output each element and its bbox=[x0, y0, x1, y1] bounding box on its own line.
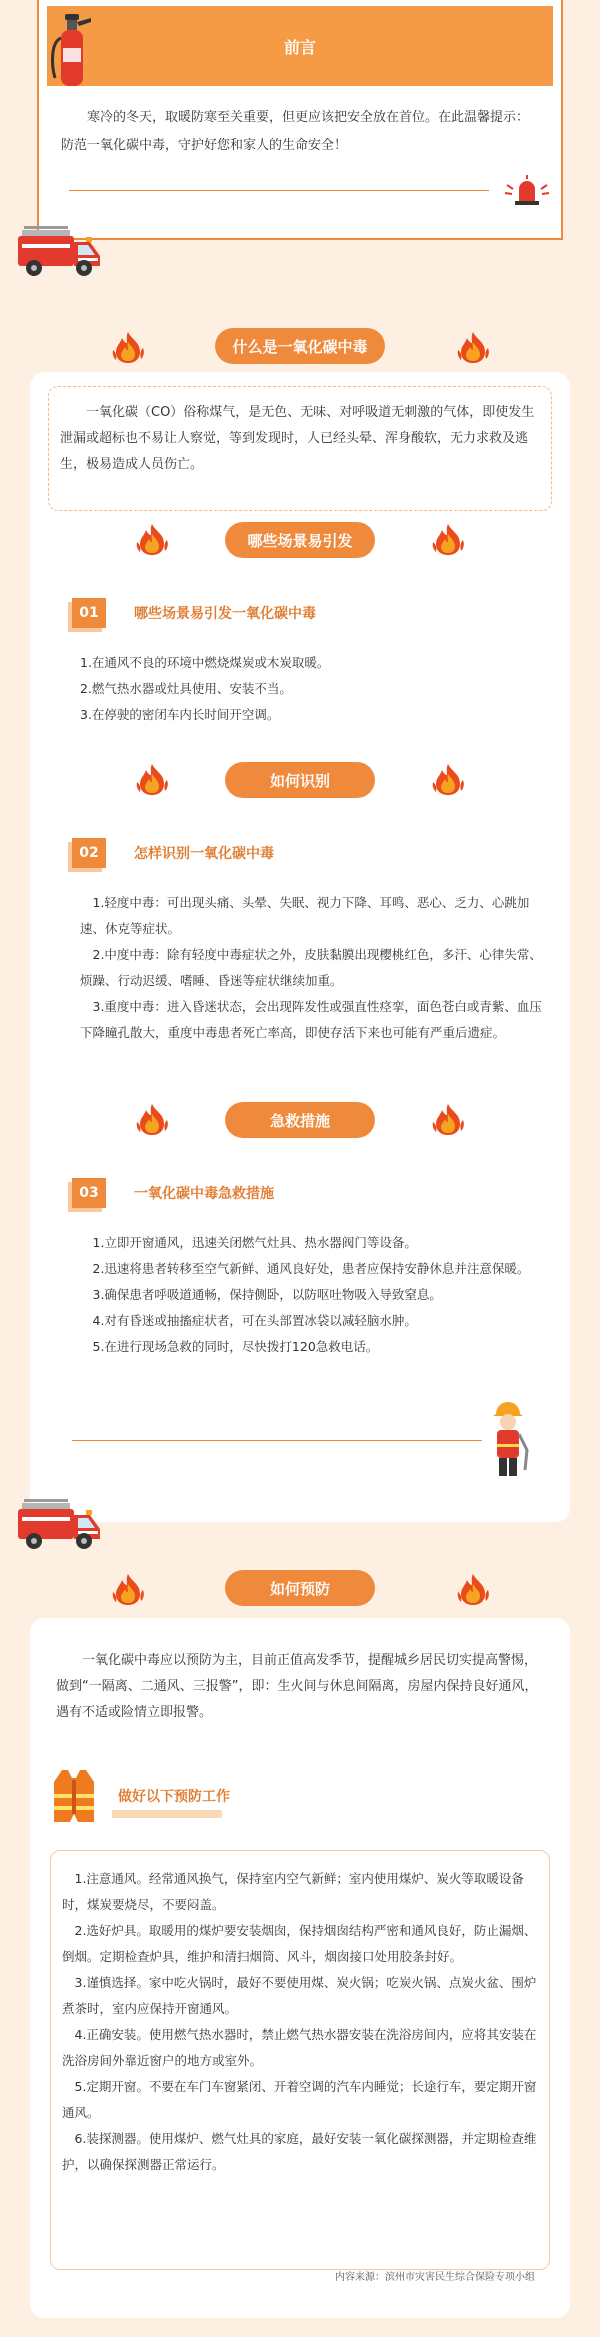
list-item: 1.立即开窗通风，迅速关闭燃气灶具、热水器阀门等设备。 bbox=[92, 1235, 417, 1250]
content-source: 内容来源：滨州市灾害民生综合保险专项小组 bbox=[335, 2272, 535, 2283]
firefighter-icon bbox=[485, 1400, 531, 1480]
what-is-pill bbox=[215, 328, 385, 364]
emergency-heading bbox=[72, 1178, 274, 1208]
prevent-work-title: 做好以下预防工作 bbox=[118, 1789, 230, 1805]
identify-heading bbox=[72, 838, 274, 868]
section-number: 03 bbox=[72, 1178, 106, 1208]
definition-text: 一氧化碳（CO）俗称煤气，是无色、无味、对呼吸道无刺激的气体，即使发生泄漏或超标也不易让人察觉，等到发现时，人已经头晕、浑身酸软，无力求救及逃生，极易造成人员伤亡。 bbox=[60, 405, 535, 472]
section-number: 02 bbox=[72, 838, 106, 868]
list-item: 1.轻度中毒：可出现头痛、头晕、失眠、视力下降、耳鸣、恶心、乏力、心跳加速、休克等症状。 bbox=[80, 895, 530, 936]
list-item: 3.在停驶的密闭车内长时间开空调。 bbox=[80, 707, 280, 722]
scenes-pill bbox=[225, 522, 375, 558]
list-item: 3.谨慎选择。家中吃火锅时，最好不要使用煤、炭火锅；吃炭火锅、点炭火盆、围炉煮茶时，室内应保持开窗通风。 bbox=[62, 1975, 537, 2016]
list-item: 6.装探测器。使用煤炉、燃气灶具的家庭，最好安装一氧化碳探测器，并定期检查维护，以确保探测器正常运行。 bbox=[62, 2131, 537, 2172]
emergency-pill-label: 急救措施 bbox=[269, 1111, 330, 1130]
scenes-heading bbox=[72, 598, 316, 628]
identify-list bbox=[80, 890, 550, 1046]
intro-card bbox=[37, 0, 563, 240]
intro-text: 寒冷的冬天，取暖防寒至关重要，但更应该把安全放在首位。在此温馨提示：防范一氧化碳中毒，守护好您和家人的生命安全！ bbox=[61, 110, 530, 153]
fire-truck-icon bbox=[14, 222, 104, 282]
flame-icon bbox=[430, 762, 466, 796]
siren-icon bbox=[497, 175, 557, 205]
list-item: 2.迅速将患者转移至空气新鲜、通风良好处，患者应保持安静休息并注意保暖。 bbox=[92, 1261, 530, 1276]
list-item: 4.对有昏迷或抽搐症状者，可在头部置冰袋以减轻脑水肿。 bbox=[92, 1313, 417, 1328]
identify-pill-label: 如何识别 bbox=[269, 771, 330, 790]
list-item: 5.定期开窗。不要在车门车窗紧闭、开着空调的汽车内睡觉；长途行车，要定期开窗通风。 bbox=[62, 2079, 537, 2120]
prevent-list bbox=[62, 1866, 544, 2178]
intro-title: 前言 bbox=[283, 37, 316, 57]
prevent-pill-label: 如何预防 bbox=[269, 1579, 330, 1598]
list-item: 4.正确安装。使用燃气热水器时，禁止燃气热水器安装在洗浴房间内，应将其安装在洗浴房间外靠近窗户的地方或室外。 bbox=[62, 2027, 537, 2068]
section-number: 01 bbox=[72, 598, 106, 628]
section-title: 哪些场景易引发一氧化碳中毒 bbox=[134, 606, 316, 622]
identify-pill bbox=[225, 762, 375, 798]
flame-icon bbox=[134, 1102, 170, 1136]
flame-icon bbox=[430, 522, 466, 556]
flame-icon bbox=[110, 1572, 146, 1606]
scenes-list bbox=[80, 650, 550, 728]
life-vest-icon bbox=[48, 1768, 100, 1826]
flame-icon bbox=[134, 522, 170, 556]
flame-icon bbox=[110, 330, 146, 364]
flame-icon bbox=[455, 330, 491, 364]
list-item: 3.确保患者呼吸道通畅，保持侧卧，以防呕吐物吸入导致窒息。 bbox=[92, 1287, 442, 1302]
list-item: 1.注意通风。经常通风换气，保持室内空气新鲜；室内使用煤炉、炭火等取暖设备时，煤炭要烧尽，不要闷盖。 bbox=[62, 1871, 524, 1912]
section-title: 一氧化碳中毒急救措施 bbox=[134, 1186, 274, 1202]
emergency-list bbox=[80, 1230, 550, 1360]
section-title: 怎样识别一氧化碳中毒 bbox=[134, 846, 274, 862]
divider bbox=[72, 1440, 482, 1441]
prevent-pill bbox=[225, 1570, 375, 1606]
title-highlight bbox=[112, 1810, 222, 1818]
flame-icon bbox=[430, 1102, 466, 1136]
fire-extinguisher-icon bbox=[49, 8, 95, 88]
list-item: 3.重度中毒：进入昏迷状态，会出现阵发性或强直性痉挛，面色苍白或青紫、血压下降瞳孔散大，重度中毒患者死亡率高，即使存活下来也可能有严重后遗症。 bbox=[80, 999, 542, 1040]
list-item: 1.在通风不良的环境中燃烧煤炭或木炭取暖。 bbox=[80, 655, 330, 670]
emergency-pill bbox=[225, 1102, 375, 1138]
scenes-pill-label: 哪些场景易引发 bbox=[247, 531, 353, 550]
flame-icon bbox=[455, 1572, 491, 1606]
list-item: 2.燃气热水器或灶具使用、安装不当。 bbox=[80, 681, 292, 696]
flame-icon bbox=[134, 762, 170, 796]
list-item: 2.中度中毒：除有轻度中毒症状之外，皮肤黏膜出现樱桃红色，多汗、心律失常、烦躁、行动迟缓、嗜睡、昏迷等症状继续加重。 bbox=[80, 947, 542, 988]
what-is-title: 什么是一氧化碳中毒 bbox=[232, 337, 368, 356]
divider bbox=[69, 190, 489, 191]
list-item: 2.选好炉具。取暖用的煤炉要安装烟囱，保持烟囱结构严密和通风良好，防止漏烟、倒烟。定期检查炉具，维护和清扫烟筒、风斗，烟囱接口处用胶条封好。 bbox=[62, 1923, 537, 1964]
prevent-intro-text: 一氧化碳中毒应以预防为主，目前正值高发季节，提醒城乡居民切实提高警惕，做到“一隔离、二通风、三报警”，即：生火间与休息间隔离，房屋内保持良好通风，遇有不适或险情立即报警。 bbox=[56, 1653, 538, 1720]
fire-truck-icon bbox=[14, 1495, 104, 1555]
intro-header bbox=[47, 6, 553, 86]
list-item: 5.在进行现场急救的同时，尽快拨打120急救电话。 bbox=[92, 1339, 379, 1354]
